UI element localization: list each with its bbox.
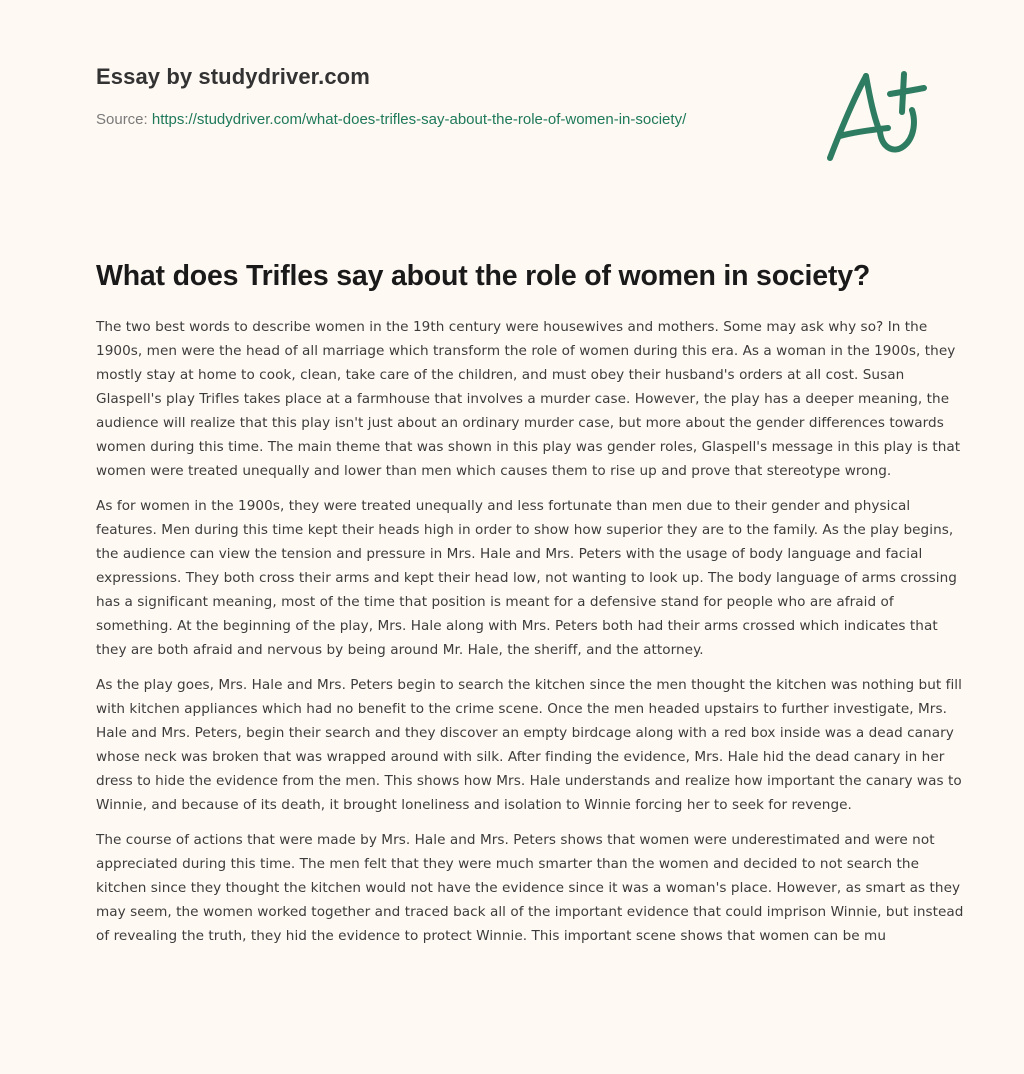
article-paragraph: As for women in the 1900s, they were treated unequally and less fortunate than men due to their gender and physical features. Men during this time kept their heads high in order to show how superior they are to the family. As the play begins, the audience can view the tension and pressure in Mrs. Hale and Mrs. Peters with the usage of body language and facial expressions. They both cross their arms and kept their head low, not wanting to look up. The body language of arms crossing has a significant meaning, most of the time that position is meant for a defensive stand for people who are afraid of something. At the beginning of the play, Mrs. Hale along with Mrs. Peters both had their arms crossed which indicates that they are both afraid and nervous by being around Mr. Hale, the sheriff, and the attorney. — [96, 498, 957, 658]
article-paragraph: As the play goes, Mrs. Hale and Mrs. Peters begin to search the kitchen since the men thought the kitchen was nothing but fill with kitchen appliances which had no benefit to the crime scene. Once the men headed upstairs to further investigate, Mrs. Hale and Mrs. Peters, begin their search and they discover an empty birdcage along with a red box inside was a dead canary whose neck was broken that was wrapped around with silk. After finding the evidence, Mrs. Hale hid the dead canary in her dress to hide the evidence from the men. This shows how Mrs. Hale understands and realize how important the canary was to Winnie, and because of its death, it brought loneliness and isolation to Winnie forcing her to seek for revenge. — [96, 677, 962, 813]
source-line — [96, 108, 716, 132]
a-plus-grade-icon — [818, 66, 930, 166]
article-paragraph: The two best words to describe women in the 19th century were housewives and mothers. Some may ask why so? In the 1900s, men were the head of all marriage which transform the role of women during this era. As a woman in the 1900s, they mostly stay at home to cook, clean, take care of the children, and must obey their husband's orders at all cost. Susan Glaspell's play Trifles takes place at a farmhouse that involves a murder case. However, the play has a deeper meaning, the audience will realize that this play isn't just about an ordinary murder case, but more about the gender differences towards women during this time. The main theme that was shown in this play was gender roles, Glaspell's message in this play is that women were treated unequally and lower than men which causes them to rise up and prove that stereotype wrong. — [96, 319, 961, 479]
article-body — [96, 315, 964, 959]
article-paragraph: The course of actions that were made by Mrs. Hale and Mrs. Peters shows that women were underestimated and were not appreciated during this time. The men felt that they were much smarter than the women and decided to not search the kitchen since they thought the kitchen would not have the evidence since it was a woman's place. However, as smart as they may seem, the women worked together and traced back all of the important evidence that could imprison Winnie, but instead of revealing the truth, they hid the evidence to protect Winnie. This important scene shows that women can be mu — [96, 832, 964, 944]
article-title: What does Trifles say about the role of women in society? — [96, 260, 871, 292]
site-title: Essay by studydriver.com — [96, 64, 370, 89]
source-link[interactable]: https://studydriver.com/what-does-trifles-say-about-the-role-of-women-in-society/ — [151, 111, 687, 128]
page-header — [96, 62, 736, 132]
source-label: Source: — [96, 111, 152, 128]
